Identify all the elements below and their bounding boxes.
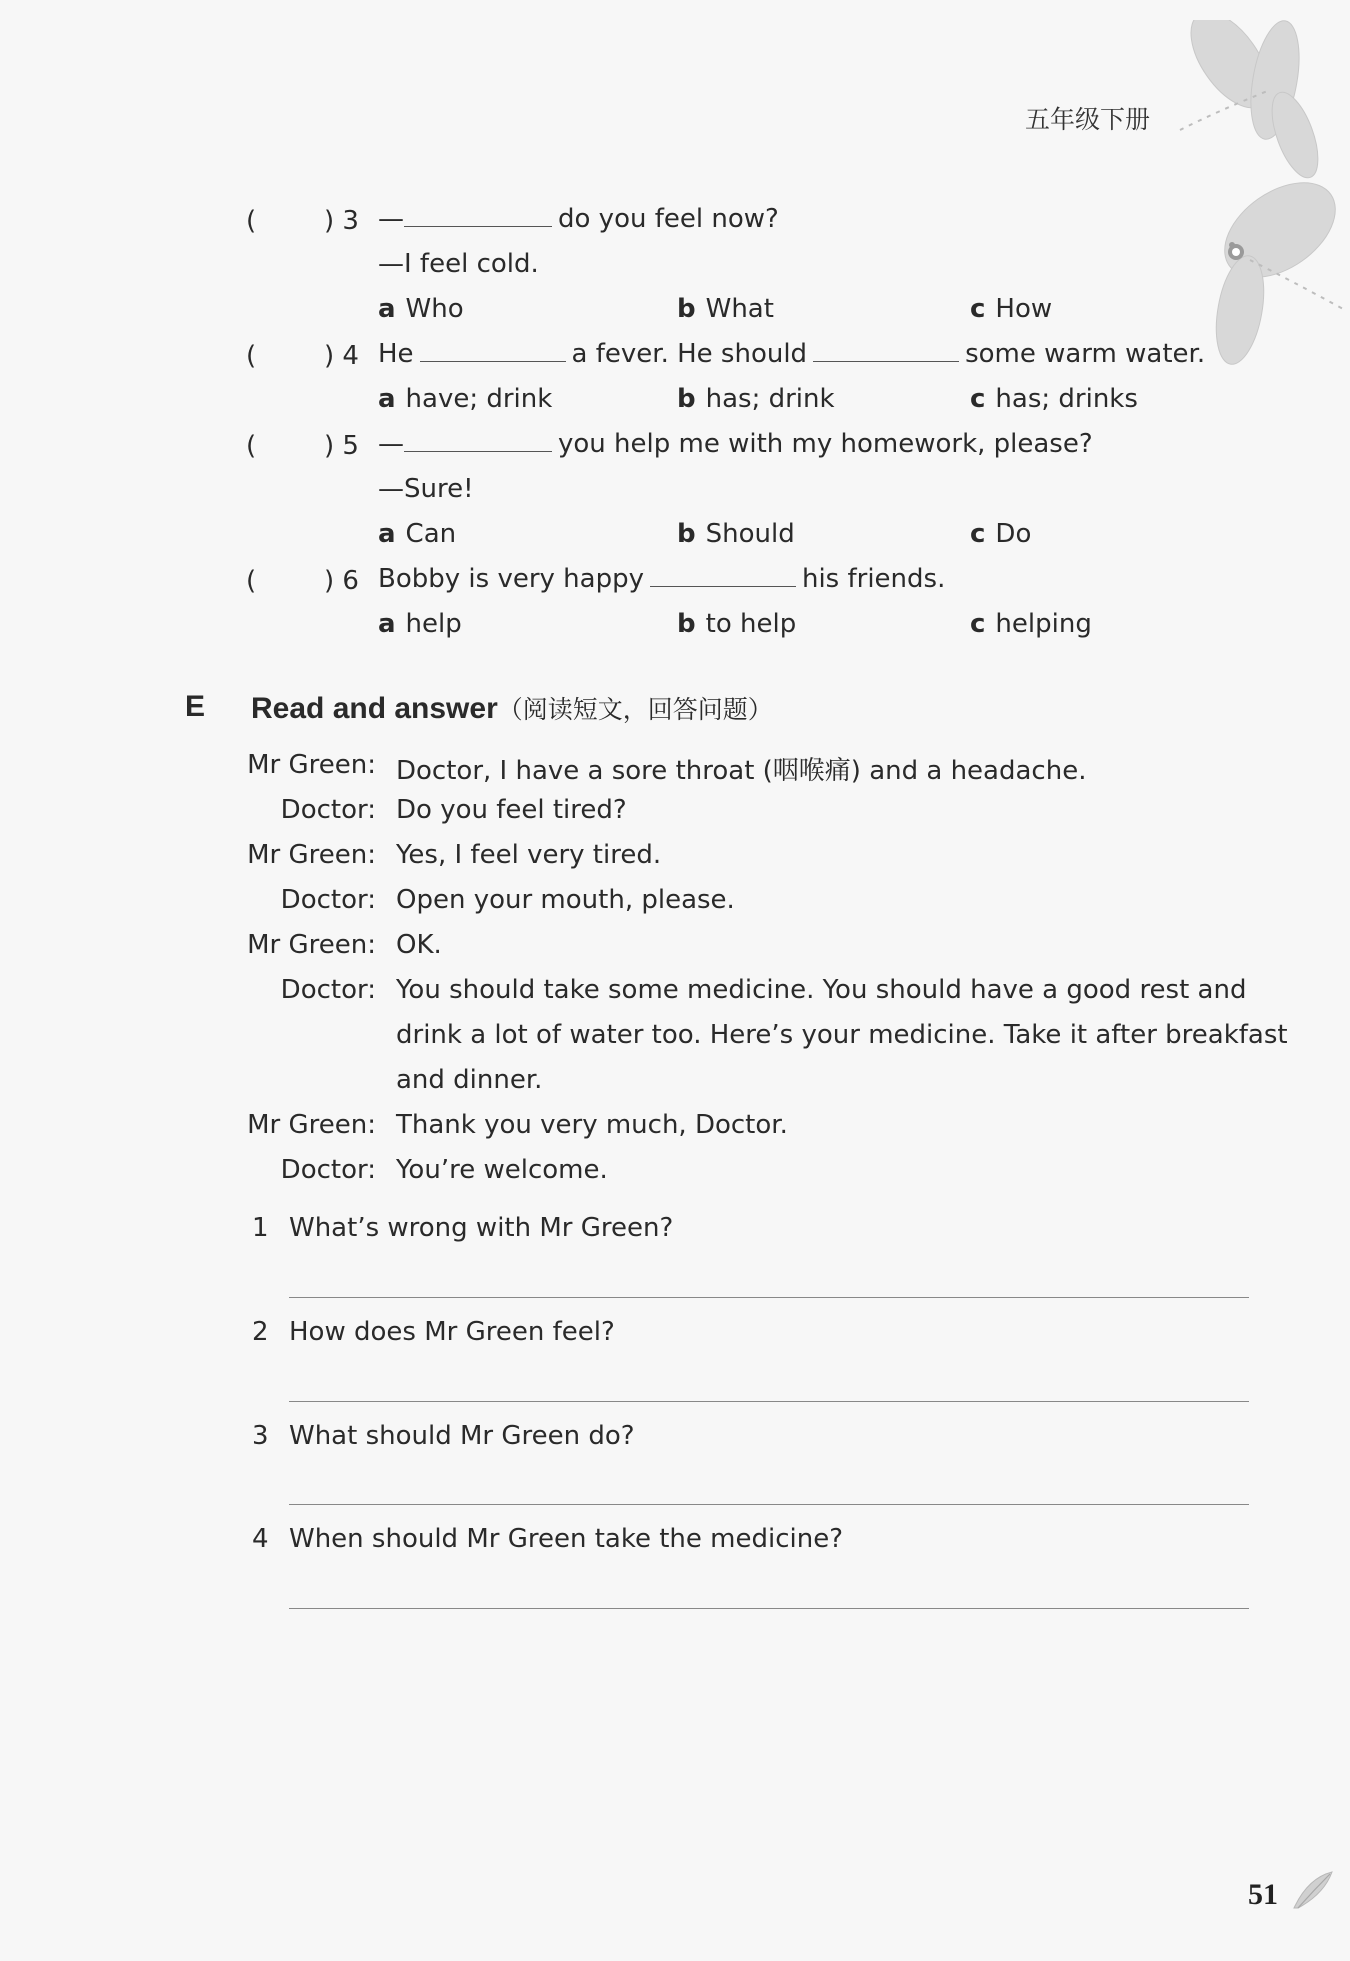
speaker-label: Doctor: [280,975,376,1005]
section-subtitle: （阅读短文，回答问题） [497,695,773,724]
answer-paren[interactable]: ( [246,566,257,596]
answer-paren[interactable]: ( [246,431,257,461]
question-reply: —I feel cold. [378,249,539,279]
question-stem: He a fever. He should some warm water. [378,339,1206,369]
question-number: ) 4 [324,341,359,371]
fill-blank[interactable] [650,566,796,587]
option-b[interactable]: b to help [677,609,797,639]
dialogue-line: and dinner. [396,1065,543,1095]
fill-blank[interactable] [404,431,552,452]
dialogue-line: Thank you very much, Doctor. [396,1110,788,1140]
question-stem: — do you feel now? [378,204,779,234]
question-number: ) 6 [324,566,359,596]
dialogue-line: You should take some medicine. You should have a good rest and [396,975,1247,1005]
fill-blank[interactable] [420,341,566,362]
question-reply: —Sure! [378,474,474,504]
grade-label: 五年级下册 [1025,105,1151,134]
option-b[interactable]: b has; drink [677,384,835,414]
option-a[interactable]: a have; drink [378,384,553,414]
answer-line[interactable] [289,1608,1249,1609]
option-a[interactable]: a Can [378,519,457,549]
question-number: ) 3 [324,206,359,236]
speaker-label: Doctor: [280,795,376,825]
section-heading [251,690,773,726]
section-title: Read and answer [251,692,498,725]
answer-question-number: 3 [252,1421,269,1451]
answer-question-number: 4 [252,1524,269,1554]
speaker-label: Mr Green: [247,750,376,780]
question-stem: Bobby is very happy his friends. [378,564,946,594]
option-c[interactable]: c Do [970,519,1032,549]
answer-question-text: How does Mr Green feel? [289,1317,615,1347]
speaker-label: Mr Green: [247,930,376,960]
answer-question-text: When should Mr Green take the medicine? [289,1524,844,1554]
question-number: ) 5 [324,431,359,461]
answer-paren[interactable]: ( [246,341,257,371]
dragonfly-decoration-icon [1160,20,1350,380]
option-b[interactable]: b Should [677,519,795,549]
question-stem: — you help me with my homework, please? [378,429,1093,459]
section-letter: E [185,690,206,723]
speaker-label: Doctor: [280,885,376,915]
answer-paren[interactable]: ( [246,206,257,236]
option-c[interactable]: c How [970,294,1053,324]
dialogue-line: Yes, I feel very tired. [396,840,662,870]
speaker-label: Mr Green: [247,840,376,870]
option-c[interactable]: c has; drinks [970,384,1138,414]
answer-question-text: What should Mr Green do? [289,1421,635,1451]
answer-line[interactable] [289,1504,1249,1505]
answer-line[interactable] [289,1401,1249,1402]
option-a[interactable]: a Who [378,294,464,324]
answer-line[interactable] [289,1297,1249,1298]
option-c[interactable]: c helping [970,609,1092,639]
fill-blank[interactable] [404,206,552,227]
option-b[interactable]: b What [677,294,774,324]
speaker-label: Mr Green: [247,1110,376,1140]
fill-blank[interactable] [813,341,959,362]
speaker-label: Doctor: [280,1155,376,1185]
answer-question-number: 1 [252,1213,269,1243]
dialogue-line: OK. [396,930,442,960]
answer-question-text: What’s wrong with Mr Green? [289,1213,674,1243]
dialogue-line: Do you feel tired? [396,795,627,825]
answer-question-number: 2 [252,1317,269,1347]
page-number: 51 [1248,1878,1278,1911]
option-a[interactable]: a help [378,609,462,639]
dialogue-line: Doctor, I have a sore throat (咽喉痛) and a headache. [396,756,1087,786]
dialogue-line: drink a lot of water too. Here’s your medicine. Take it after breakfast [396,1020,1288,1050]
leaf-decoration-icon [1290,1868,1336,1912]
dialogue-line: Open your mouth, please. [396,885,735,915]
dialogue-line: You’re welcome. [396,1155,608,1185]
